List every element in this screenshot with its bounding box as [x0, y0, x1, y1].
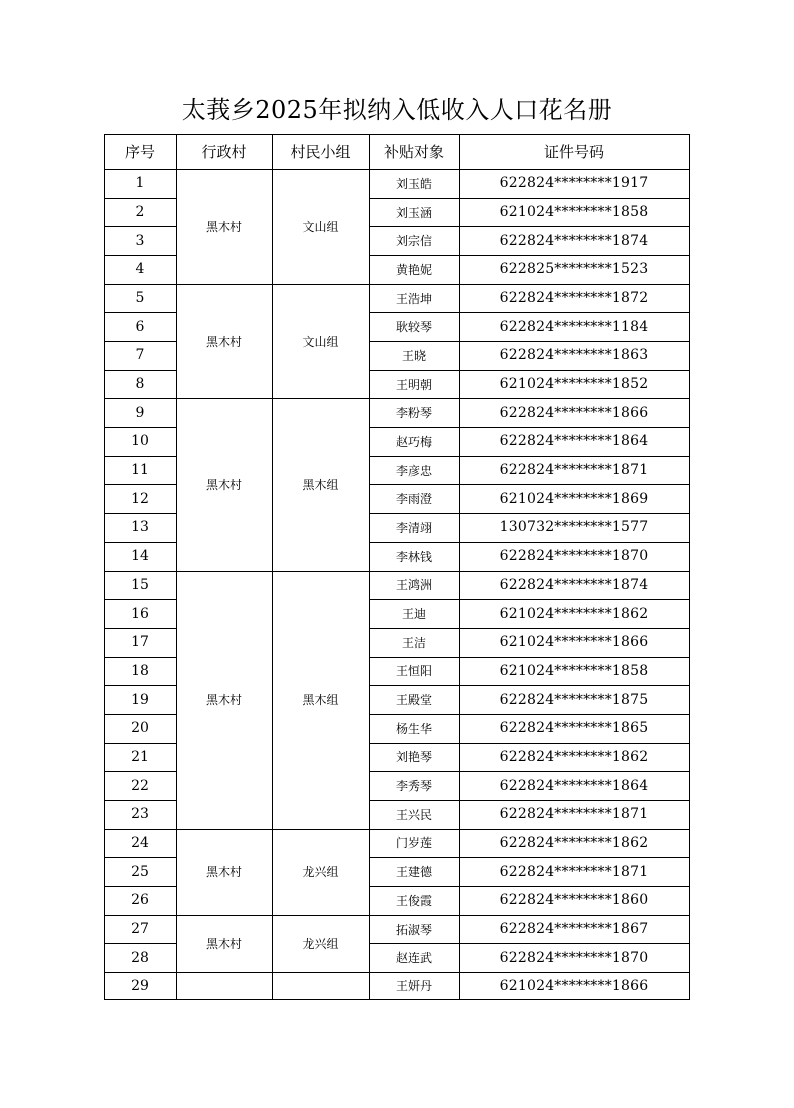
row-seq: 18	[131, 662, 149, 679]
row-id-number: 622824********1870	[499, 949, 649, 966]
header-village: 行政村	[201, 143, 247, 161]
table-rule	[369, 226, 690, 227]
row-recipient-name: 耿较琴	[395, 320, 432, 335]
table-rule	[369, 599, 690, 600]
group-team: 文山组	[302, 219, 339, 234]
row-id-number: 622824********1864	[499, 433, 649, 450]
row-id-number: 622824********1870	[499, 548, 649, 565]
table-rule	[369, 513, 690, 514]
row-seq: 16	[131, 605, 149, 622]
row-seq: 29	[131, 977, 149, 994]
row-recipient-name: 门岁莲	[395, 836, 432, 851]
row-id-number: 622824********1872	[499, 290, 649, 307]
table-rule	[104, 134, 105, 1000]
table-rule	[369, 370, 690, 371]
row-id-number: 622824********1865	[499, 720, 649, 737]
table-rule	[104, 255, 177, 256]
group-team: 黑木组	[302, 693, 339, 708]
row-seq: 20	[131, 720, 149, 737]
row-recipient-name: 王俊霞	[395, 893, 432, 908]
table-rule	[104, 714, 177, 715]
table-rule	[104, 628, 177, 629]
table-rule	[369, 886, 690, 887]
table-rule	[104, 456, 177, 457]
group-team: 文山组	[302, 334, 339, 349]
table-rule	[104, 800, 177, 801]
row-id-number: 622824********1874	[499, 232, 649, 249]
group-village	[176, 972, 272, 999]
row-id-number: 622824********1184	[499, 318, 649, 335]
row-id-number: 621024********1866	[499, 634, 649, 651]
row-recipient-name: 刘玉涵	[395, 205, 432, 220]
group-team: 龙兴组	[302, 865, 339, 880]
table-rule	[369, 312, 690, 313]
row-id-number: 622825********1523	[499, 261, 649, 278]
header-id-number: 证件号码	[543, 143, 604, 161]
row-recipient-name: 李秀琴	[395, 779, 432, 794]
header-recipient: 补贴对象	[383, 143, 444, 161]
row-id-number: 622824********1860	[499, 892, 649, 909]
table-rule	[104, 857, 177, 858]
group-team: 龙兴组	[302, 936, 339, 951]
row-recipient-name: 刘艳琴	[395, 750, 432, 765]
row-id-number: 621024********1869	[499, 490, 649, 507]
table-rule	[369, 628, 690, 629]
table-rule	[104, 915, 690, 916]
row-seq: 2	[135, 204, 145, 220]
table-rule	[369, 255, 690, 256]
table-rule	[104, 943, 177, 944]
row-id-number: 622824********1862	[499, 834, 649, 851]
table-rule	[459, 134, 460, 1000]
table-rule	[104, 134, 690, 135]
table-rule	[104, 169, 690, 170]
table-rule	[369, 685, 690, 686]
table-rule	[104, 284, 690, 285]
row-seq: 14	[131, 548, 149, 565]
row-id-number: 622824********1871	[499, 863, 649, 880]
row-id-number: 622824********1867	[499, 921, 649, 937]
row-recipient-name: 李雨澄	[395, 492, 432, 507]
table-rule	[104, 312, 177, 313]
row-id-number: 622824********1862	[499, 748, 649, 765]
table-rule	[369, 771, 690, 772]
row-recipient-name: 王建德	[395, 865, 432, 880]
row-id-number: 622824********1875	[499, 691, 649, 708]
row-seq: 27	[131, 921, 149, 937]
row-seq: 19	[131, 691, 149, 708]
row-seq: 21	[131, 748, 149, 765]
row-seq: 9	[135, 404, 145, 421]
row-id-number: 622824********1871	[499, 462, 649, 479]
group-village: 黑木村	[205, 865, 242, 880]
group-team: 黑木组	[302, 477, 339, 492]
row-seq: 25	[131, 863, 149, 880]
row-recipient-name: 李清翊	[395, 520, 432, 535]
row-recipient-name: 李彦忠	[395, 463, 432, 478]
table-rule	[104, 829, 690, 830]
row-recipient-name: 黄艳妮	[395, 262, 432, 277]
row-recipient-name: 王迪	[401, 607, 426, 622]
table-rule	[104, 999, 690, 1000]
row-recipient-name: 刘宗信	[395, 234, 432, 249]
row-id-number: 621024********1852	[499, 376, 649, 393]
row-seq: 12	[131, 490, 149, 507]
table-rule	[369, 743, 690, 744]
row-recipient-name: 王妍丹	[395, 979, 432, 993]
table-rule	[104, 226, 177, 227]
row-id-number: 622824********1917	[499, 175, 649, 192]
table-rule	[104, 398, 690, 399]
table-rule	[369, 198, 690, 199]
table-rule	[104, 657, 177, 658]
header-team: 村民小组	[290, 143, 351, 161]
table-rule	[104, 972, 690, 973]
table-rule	[104, 571, 690, 572]
table-rule	[104, 542, 177, 543]
table-rule	[104, 685, 177, 686]
table-rule	[369, 484, 690, 485]
table-rule	[272, 134, 273, 1000]
row-recipient-name: 赵巧梅	[395, 434, 432, 449]
table-rule	[176, 134, 177, 1000]
row-seq: 22	[131, 777, 149, 794]
row-seq: 13	[131, 519, 149, 536]
row-seq: 3	[135, 232, 145, 249]
row-seq: 6	[135, 318, 145, 335]
group-village: 黑木村	[205, 219, 242, 234]
row-id-number: 621024********1866	[499, 977, 649, 994]
row-recipient-name: 王明朝	[395, 377, 432, 392]
row-seq: 26	[131, 892, 149, 909]
row-id-number: 622824********1866	[499, 404, 649, 421]
table-rule	[369, 456, 690, 457]
row-seq: 11	[131, 462, 149, 479]
table-rule	[104, 341, 177, 342]
table-rule	[369, 542, 690, 543]
table-rule	[104, 886, 177, 887]
row-seq: 10	[131, 433, 149, 450]
table-rule	[104, 771, 177, 772]
table-rule	[104, 743, 177, 744]
row-seq: 1	[135, 175, 145, 192]
row-seq: 15	[131, 576, 149, 593]
row-seq: 28	[131, 949, 149, 966]
table-rule	[369, 714, 690, 715]
group-village: 黑木村	[205, 334, 242, 349]
table-rule	[104, 370, 177, 371]
row-id-number: 130732********1577	[499, 519, 649, 536]
row-id-number: 621024********1862	[499, 605, 649, 622]
row-recipient-name: 杨生华	[395, 721, 432, 736]
row-seq: 24	[131, 834, 149, 851]
table-rule	[369, 134, 370, 1000]
header-seq: 序号	[124, 143, 155, 161]
table-rule	[104, 484, 177, 485]
row-recipient-name: 拓淑琴	[395, 922, 432, 937]
document-title: 太莪乡2025年拟纳入低收入人口花名册	[181, 96, 613, 124]
row-recipient-name: 王恒阳	[395, 664, 432, 679]
row-id-number: 622824********1874	[499, 576, 649, 593]
row-id-number: 622824********1863	[499, 347, 649, 364]
table-rule	[369, 800, 690, 801]
row-id-number: 621024********1858	[499, 662, 649, 679]
row-id-number: 622824********1864	[499, 777, 649, 794]
row-id-number: 621024********1858	[499, 204, 649, 220]
row-recipient-name: 王晓	[401, 348, 426, 363]
group-village: 黑木村	[205, 693, 242, 708]
table-rule	[689, 134, 690, 1000]
table-rule	[369, 857, 690, 858]
row-recipient-name: 王洁	[401, 635, 426, 650]
group-village: 黑木村	[205, 477, 242, 492]
row-recipient-name: 王兴民	[395, 807, 432, 822]
table-rule	[369, 657, 690, 658]
group-village: 黑木村	[205, 936, 242, 951]
row-seq: 7	[135, 347, 145, 364]
table-rule	[104, 198, 177, 199]
table-rule	[104, 513, 177, 514]
row-recipient-name: 李林钱	[395, 549, 432, 564]
row-seq: 4	[135, 261, 145, 278]
row-recipient-name: 赵连武	[395, 951, 432, 966]
row-seq: 5	[135, 290, 145, 307]
row-seq: 17	[131, 634, 149, 651]
table-rule	[369, 943, 690, 944]
row-recipient-name: 王鸿洲	[395, 578, 432, 593]
row-id-number: 622824********1871	[499, 806, 649, 823]
group-team	[272, 972, 369, 999]
row-recipient-name: 李粉琴	[395, 406, 432, 421]
row-recipient-name: 刘玉皓	[395, 176, 432, 191]
row-recipient-name: 王殿堂	[395, 693, 432, 708]
table-rule	[104, 427, 177, 428]
row-recipient-name: 王浩坤	[395, 291, 432, 306]
row-seq: 23	[131, 806, 149, 823]
row-seq: 8	[135, 376, 145, 393]
table-rule	[369, 341, 690, 342]
table-rule	[369, 427, 690, 428]
table-rule	[104, 599, 177, 600]
